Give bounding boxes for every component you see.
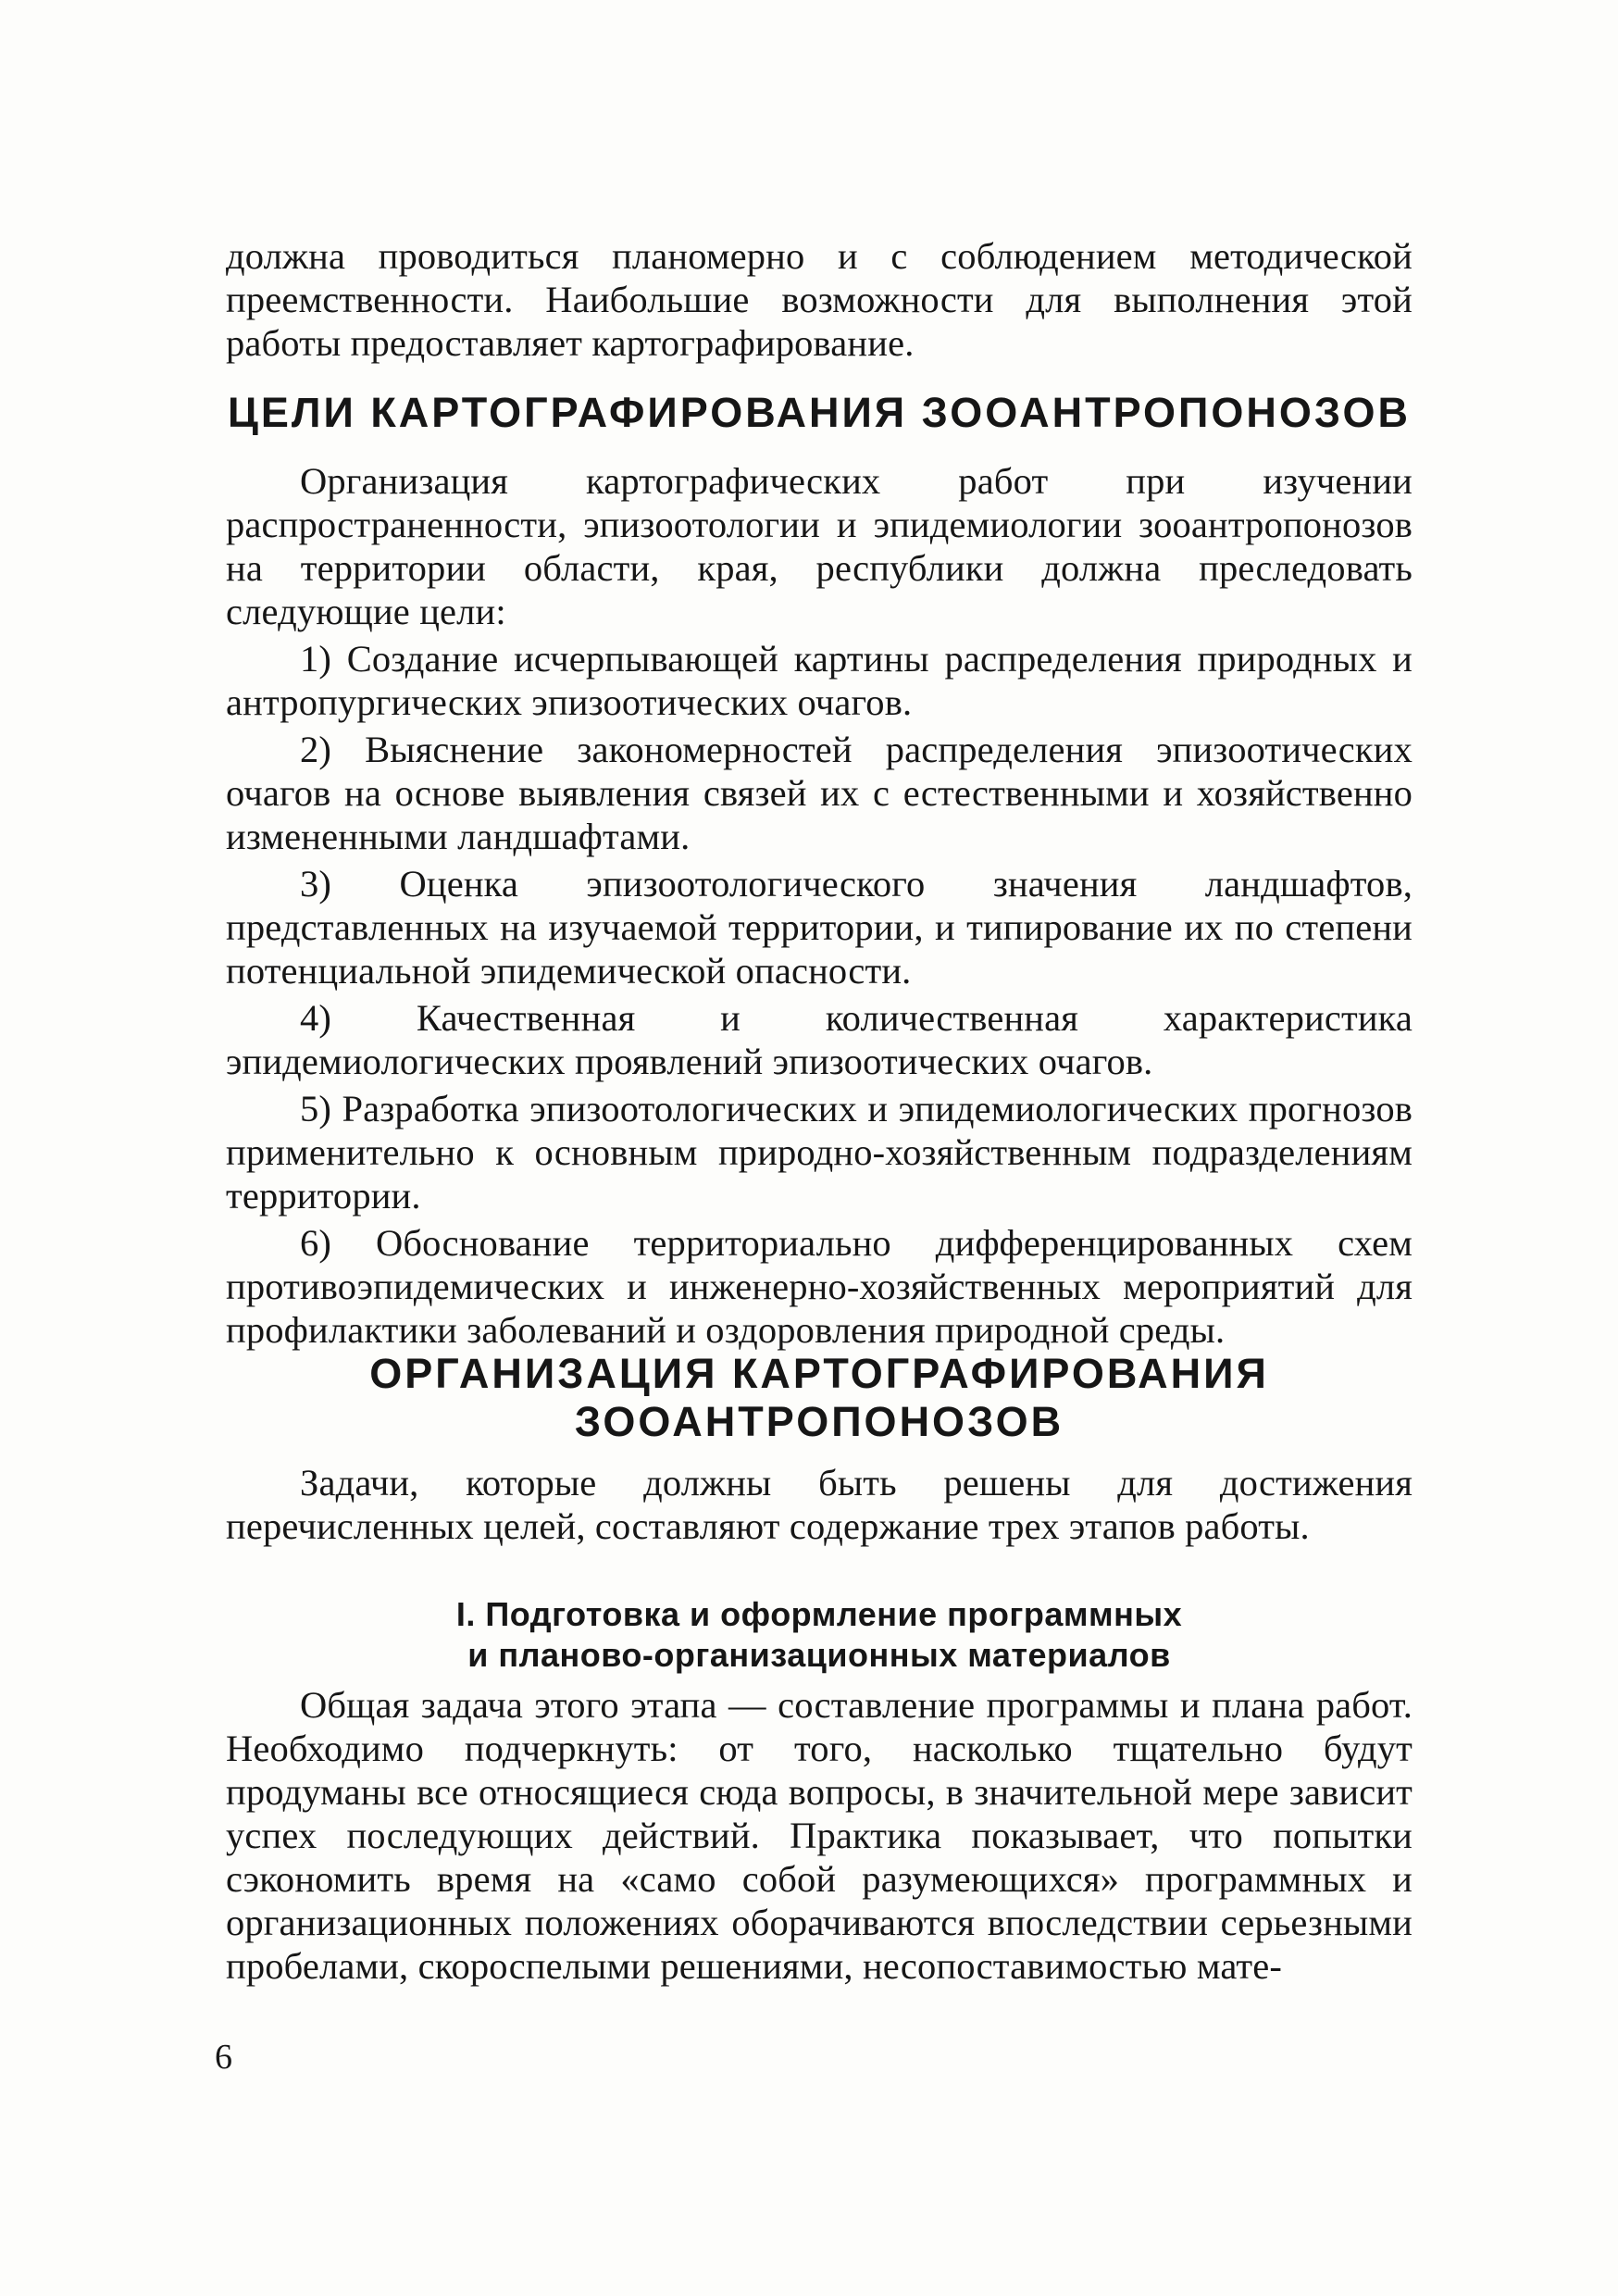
section-heading-goals: ЦЕЛИ КАРТОГРАФИРОВАНИЯ ЗООАНТРОПОНОЗОВ [228, 389, 1411, 436]
goal-item-6: 6) Обоснование территориально дифференцированных схем противоэпидемических и инженерно-хозяйственных мероприятий для профилактики заболеваний и оздоровления природной среды. [226, 1222, 1413, 1351]
subsection-heading-line1: I. Подготовка и оформление программных [455, 1595, 1183, 1633]
goals-intro-paragraph: Организация картографических работ при изучении распространенности, эпизоотологии и эпидемиологии зооантропонозов на территории области, края, республики должна преследовать следующие цели: [226, 460, 1413, 632]
goal-item-5: 5) Разработка эпизоотологических и эпидемиологических прогнозов применительно к основным природно-хозяйственным подразделениям территории. [226, 1088, 1413, 1217]
goal-item-1: 1) Создание исчерпывающей картины распределения природных и антропургических эпизоотических очагов. [226, 638, 1413, 723]
stage-1-paragraph: Общая задача этого этапа — составление программы и плана работ. Необходимо подчеркнуть: от того, насколько тщательно будут продуманы все относящиеся сюда вопросы, в значительной мере зависит успех последующих действий. Практика показывает, что попытки сэкономить время на «само собой разумеющихся» программных и организационных положениях оборачиваются впоследствии серьезными пробелами, скороспелыми решениями, несопоставимостью мате- [226, 1684, 1413, 1987]
subsection-stage-1 [226, 1594, 1413, 1676]
section-heading-organization-line2: ЗООАНТРОПОНОЗОВ [574, 1398, 1064, 1445]
goal-item-3: 3) Оценка эпизоотологического значения ландшафтов, представленных на изучаемой территории, и типирование их по степени потенциальной эпидемической опасности. [226, 863, 1413, 992]
section-organization-body [226, 1461, 1413, 1548]
organization-intro-paragraph: Задачи, которые должны быть решены для достижения перечисленных целей, составляют содержание трех этапов работы. [226, 1462, 1413, 1547]
subsection-stage-1-body [226, 1683, 1413, 1988]
page-number: 6 [215, 2038, 232, 2077]
section-heading-organization-line1: ОРГАНИЗАЦИЯ КАРТОГРАФИРОВАНИЯ [369, 1350, 1269, 1397]
goal-item-4: 4) Качественная и количественная характеристика эпидемиологических проявлений эпизоотических очагов. [226, 997, 1413, 1082]
goal-item-2: 2) Выяснение закономерностей распределения эпизоотических очагов на основе выявления связей их с естественными и хозяйственно измененными ландшафтами. [226, 729, 1413, 857]
section-goals [226, 389, 1413, 437]
subsection-heading-line2: и планово-организационных материалов [467, 1636, 1171, 1674]
section-goals-body [226, 459, 1413, 1352]
section-organization [226, 1350, 1413, 1446]
page-text [226, 234, 1413, 365]
intro-paragraph: должна проводиться планомерно и с соблюдением методической преемственности. Наибольшие возможности для выполнения этой работы предоставляет картографирование. [226, 235, 1413, 364]
